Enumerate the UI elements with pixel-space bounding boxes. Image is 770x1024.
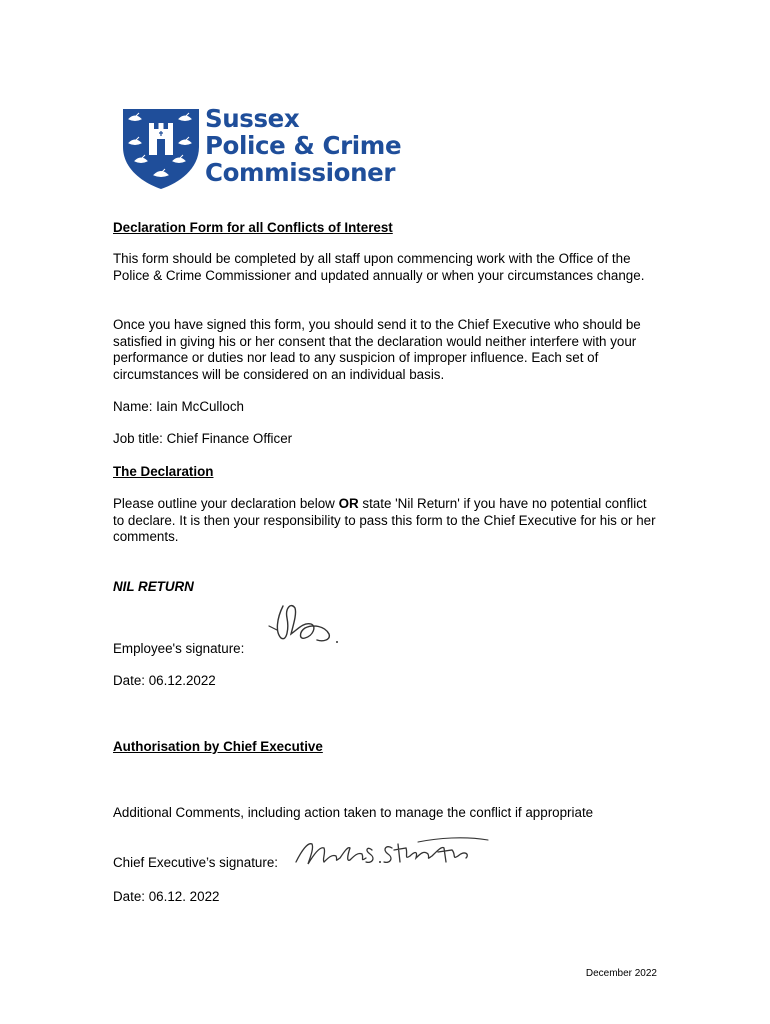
additional-comments-label: Additional Comments, including action taken to manage the conflict if appropriate <box>113 805 594 820</box>
declaration-heading: The Declaration <box>113 464 214 479</box>
shield-crest-icon <box>121 103 201 191</box>
form-heading: Declaration Form for all Conflicts of Interest <box>113 220 393 235</box>
chief-executive-signature-date: Date: 06.12. 2022 <box>113 889 220 904</box>
footer-date: December 2022 <box>585 968 657 979</box>
employee-name: Name: Iain McCulloch <box>113 399 244 414</box>
declaration-text-before: Please outline your declaration below <box>113 496 339 511</box>
logo-line-2: Police & Crime <box>205 131 402 160</box>
declaration-instructions <box>113 496 658 546</box>
instructions-paragraph: Once you have signed this form, you should send it to the Chief Executive who should be satisfied in giving his or her consent that the declaration would neither interfere with your performance or duties nor lead to any suspicion of improper influence. Each set of circumstances will be considered on an individual basis. <box>113 317 641 382</box>
sussex-pcc-logo <box>121 103 402 191</box>
declaration-text-after: state 'Nil Return' if you have no potential conflict to declare. It is then your responsibility to pass this form to the Chief Executive for his or her comments. <box>113 496 656 545</box>
intro-paragraph: This form should be completed by all staff upon commencing work with the Office of the Police & Crime Commissioner and updated annually or when your circumstances change. <box>113 251 645 283</box>
authorisation-heading: Authorisation by Chief Executive <box>113 739 323 754</box>
logo-line-1: Sussex <box>205 104 300 133</box>
logo-line-3: Commissioner <box>205 158 396 187</box>
declaration-text-or: OR <box>338 496 359 511</box>
chief-executive-signature-label: Chief Executive’s signature: <box>113 855 278 870</box>
employee-job-title: Job title: Chief Finance Officer <box>113 431 293 446</box>
employee-signature-date: Date: 06.12.2022 <box>113 673 216 688</box>
declaration-value: NIL RETURN <box>113 579 194 594</box>
employee-signature-label: Employee's signature: <box>113 641 245 656</box>
logo-wordmark <box>205 105 401 186</box>
